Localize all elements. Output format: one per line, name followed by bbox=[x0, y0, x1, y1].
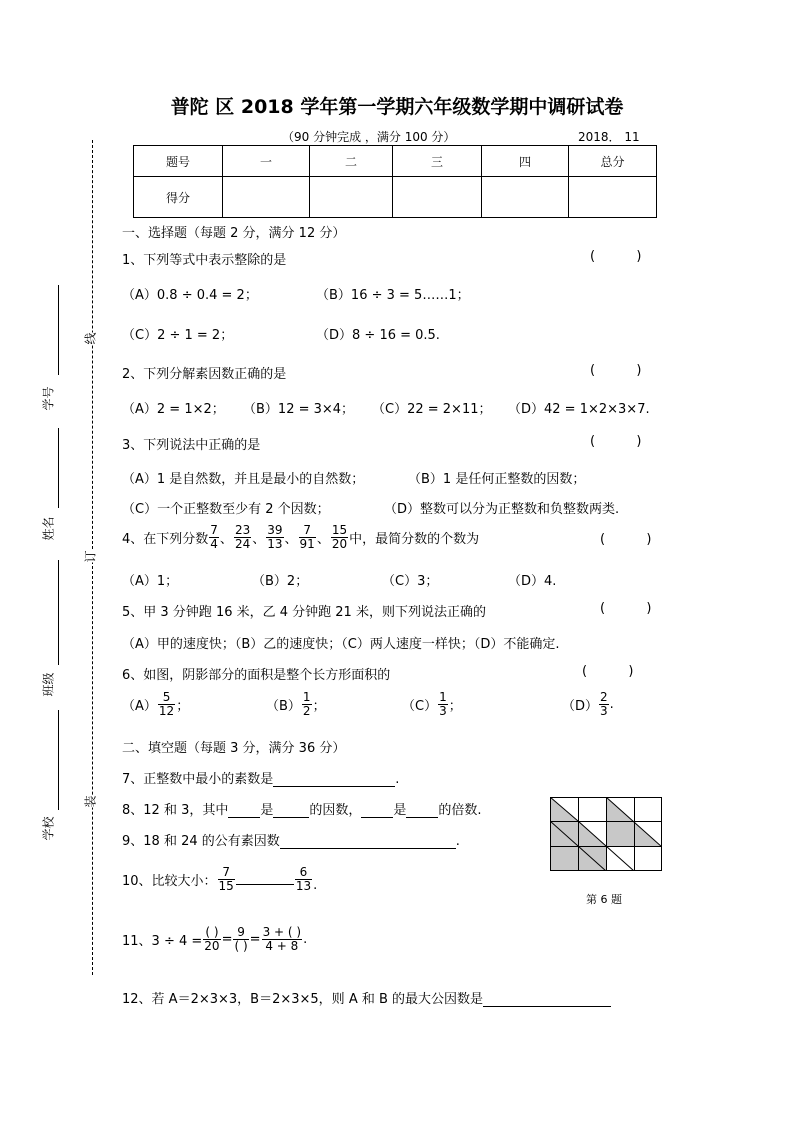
q4-stem: 4、在下列分数 $\frac{7}{4}$ 、 $\frac{23}{24}$ 、 $\frac{39}{13}$ 、 $\frac{7}{91}$ 、 $\frac{15}{20}$ 中，最简分数的个数为 bbox=[122, 523, 480, 551]
q4-fraction-1: $\frac{7}{4}$ bbox=[210, 523, 218, 551]
q5-answer[interactable]: ( ) bbox=[600, 601, 652, 616]
q9-blank[interactable] bbox=[280, 834, 456, 849]
q1-option-a: （A）0.8 ÷ 0.4 = 2； bbox=[122, 288, 258, 303]
q4-suffix: 中，最简分数的个数为 bbox=[349, 532, 480, 547]
score-cell-total[interactable] bbox=[569, 177, 657, 218]
page-title: 普陀 区 2018 学年第一学期六年级数学期中调研试卷 bbox=[170, 96, 624, 118]
q1-answer[interactable]: ( ) bbox=[590, 249, 642, 264]
q11-fraction-3[interactable]: $\frac{3 + ( )}{4 + 8}$ bbox=[262, 925, 302, 953]
q5-stem: 5、甲 3 分钟跑 16 米，乙 4 分钟跑 21 米，则下列说法正确的 bbox=[122, 605, 486, 620]
student-name-label: 姓名 bbox=[41, 516, 56, 541]
q4-option-a: （A）1； bbox=[122, 574, 179, 589]
q8-blank-3[interactable] bbox=[361, 803, 393, 818]
q11-fraction-2[interactable]: $\frac{9}{( )}$ bbox=[234, 925, 248, 953]
q2-option-d: （D）42 = 1×2×3×7. bbox=[508, 402, 650, 417]
q4-option-b: （B）2； bbox=[252, 574, 309, 589]
q2-option-a: （A）2 = 1×2； bbox=[122, 402, 225, 417]
q6-option-a: （A） $\frac{5}{12}$ ； bbox=[122, 690, 190, 718]
q4-fraction-4: $\frac{7}{91}$ bbox=[299, 523, 315, 551]
school-line[interactable] bbox=[58, 710, 59, 810]
q3-option-d: （D）整数可以分为正整数和负整数两类. bbox=[384, 502, 620, 517]
binding-char-ding: 订 bbox=[83, 550, 98, 563]
score-header-3: 三 bbox=[393, 146, 482, 177]
q2-option-c: （C）22 = 2×11； bbox=[372, 402, 492, 417]
q7-blank[interactable] bbox=[273, 772, 395, 787]
q1-option-c: （C）2 ÷ 1 = 2； bbox=[122, 328, 234, 343]
class-line[interactable] bbox=[58, 560, 59, 665]
q4-fraction-3: $\frac{39}{13}$ bbox=[267, 523, 283, 551]
q6-figure bbox=[550, 797, 662, 871]
q10: 10、比较大小： $\frac{7}{15}$ $\frac{6}{13}$ . bbox=[122, 865, 318, 893]
score-header-label: 题号 bbox=[134, 146, 223, 177]
binding-char-zhuang: 装 bbox=[83, 795, 98, 808]
q3-option-c: （C）一个正整数至少有 2 个因数； bbox=[122, 502, 330, 517]
figure-caption: 第 6 题 bbox=[586, 893, 622, 906]
section1-heading: 一、选择题（每题 2 分，满分 12 分） bbox=[122, 226, 346, 241]
q2-answer[interactable]: ( ) bbox=[590, 363, 642, 378]
score-table bbox=[133, 145, 657, 218]
q3-answer[interactable]: ( ) bbox=[590, 434, 642, 449]
binding-char-xian: 线 bbox=[83, 332, 98, 345]
q8-blank-2[interactable] bbox=[273, 803, 309, 818]
q6-option-c: （C） $\frac{1}{3}$ ； bbox=[402, 690, 462, 718]
q2-stem: 2、下列分解素因数正确的是 bbox=[122, 367, 287, 382]
q4-prefix: 4、在下列分数 bbox=[122, 532, 209, 547]
q4-answer[interactable]: ( ) bbox=[600, 532, 652, 547]
student-name-line[interactable] bbox=[58, 428, 59, 508]
score-header-total: 总分 bbox=[569, 146, 657, 177]
exam-duration: （90 分钟完成 ，满分 100 分） bbox=[282, 130, 456, 144]
q6-stem: 6、如图，阴影部分的面积是整个长方形面积的 bbox=[122, 668, 391, 683]
school-label: 学校 bbox=[41, 816, 56, 841]
q6-answer[interactable]: ( ) bbox=[582, 664, 634, 679]
q9: 9、18 和 24 的公有素因数 . bbox=[122, 834, 460, 849]
q8-blank-1[interactable] bbox=[228, 803, 260, 818]
score-cell-4[interactable] bbox=[482, 177, 569, 218]
q5-options: （A）甲的速度快；（B）乙的速度快；（C）两人速度一样快；（D）不能确定. bbox=[122, 637, 560, 652]
q8-blank-4[interactable] bbox=[406, 803, 438, 818]
q3-option-b: （B）1 是任何正整数的因数； bbox=[408, 472, 586, 487]
q4-option-d: （D）4. bbox=[508, 574, 557, 589]
q2-option-b: （B）12 = 3×4； bbox=[243, 402, 355, 417]
q12: 12、若 A＝2×3×3，B＝2×3×5，则 A 和 B 的最大公因数是 bbox=[122, 988, 611, 1007]
q11-fraction-1[interactable]: $\frac{( )}{20}$ bbox=[204, 925, 220, 953]
q10-fraction-b: $\frac{6}{13}$ bbox=[295, 865, 312, 893]
q4-fraction-2: $\frac{23}{24}$ bbox=[234, 523, 251, 551]
student-id-line[interactable] bbox=[58, 285, 59, 375]
class-label: 班级 bbox=[41, 672, 56, 697]
q4-fraction-5: $\frac{15}{20}$ bbox=[331, 523, 348, 551]
q8: 8、12 和 3，其中 是 的因数， 是 的倍数. bbox=[122, 803, 482, 818]
q6-option-b: （B） $\frac{1}{2}$ ； bbox=[266, 690, 326, 718]
q1-option-b: （B）16 ÷ 3 = 5……1； bbox=[316, 288, 470, 303]
q6-option-d: （D） $\frac{2}{3}$ . bbox=[562, 690, 614, 718]
score-cell-2[interactable] bbox=[310, 177, 393, 218]
q3-option-a: （A）1 是自然数，并且是最小的自然数； bbox=[122, 472, 365, 487]
q10-blank[interactable] bbox=[236, 874, 294, 885]
score-row-label: 得分 bbox=[134, 177, 223, 218]
q4-option-c: （C）3； bbox=[382, 574, 439, 589]
q1-stem: 1、下列等式中表示整除的是 bbox=[122, 253, 287, 268]
section2-heading: 二、填空题（每题 3 分，满分 36 分） bbox=[122, 741, 346, 756]
score-cell-3[interactable] bbox=[393, 177, 482, 218]
q10-fraction-a: $\frac{7}{15}$ bbox=[218, 865, 234, 893]
q7: 7、正整数中最小的素数是 . bbox=[122, 772, 400, 787]
exam-date: 2018． 11 bbox=[578, 130, 640, 144]
student-id-label: 学号 bbox=[41, 386, 56, 411]
q12-blank[interactable] bbox=[483, 992, 611, 1007]
score-header-4: 四 bbox=[482, 146, 569, 177]
score-cell-1[interactable] bbox=[223, 177, 310, 218]
q11: 11、3 ÷ 4 = $\frac{( )}{20}$ = $\frac{9}{( )}$ = $\frac{3 + ( )}{4 + 8}$ . bbox=[122, 925, 308, 953]
q1-option-d: （D）8 ÷ 16 = 0.5. bbox=[316, 328, 440, 343]
score-header-2: 二 bbox=[310, 146, 393, 177]
q3-stem: 3、下列说法中正确的是 bbox=[122, 438, 261, 453]
score-header-1: 一 bbox=[223, 146, 310, 177]
